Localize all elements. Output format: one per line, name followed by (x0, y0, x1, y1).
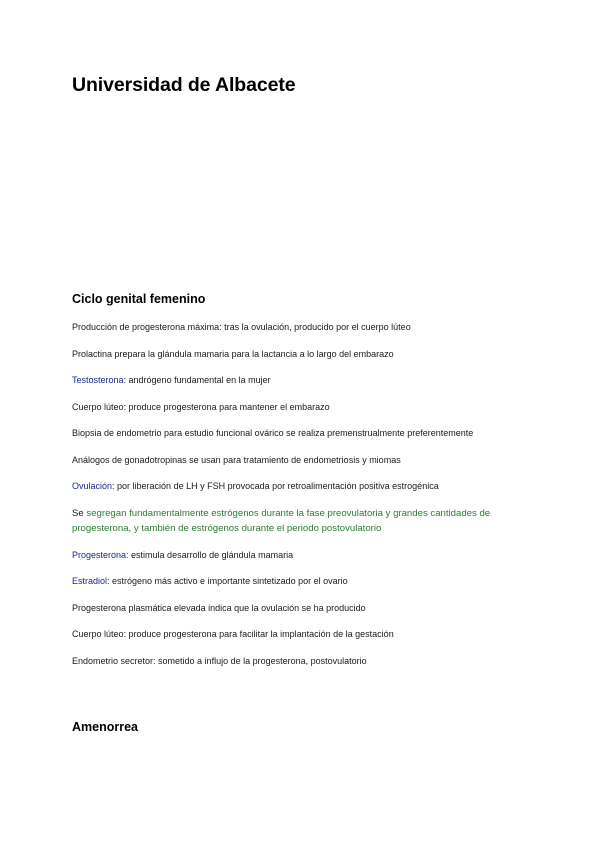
list-item (72, 574, 542, 589)
list-item (72, 453, 542, 468)
list-item (72, 601, 542, 616)
item-text: : por liberación de LH y FSH provocada por retroalimentación positiva estrogénica (112, 481, 439, 491)
item-text: Producción de progesterona máxima: tras la ovulación, producido por el cuerpo lúteo (72, 322, 411, 332)
list-item (72, 320, 542, 335)
item-text: Prolactina prepara la glándula mamaria para la lactancia a lo largo del embarazo (72, 348, 394, 359)
list-item (72, 548, 542, 563)
section-heading-ciclo-genital: Ciclo genital femenino (72, 292, 206, 306)
item-text: : estrógeno más activo e importante sintetizado por el ovario (107, 576, 348, 586)
list-item-highlighted (72, 506, 542, 536)
list-item (72, 654, 542, 669)
list-item (72, 627, 542, 642)
list-item (72, 400, 542, 415)
item-text: : andrógeno fundamental en la mujer (123, 375, 271, 385)
item-highlight: segregan fundamentalmente estrógenos durante la fase preovulatoria y grandes cantidades de progesterona, y también de estrógenos durante el periodo postovulatorio (72, 507, 491, 534)
item-term: Progesterona (72, 549, 127, 560)
item-text: Progesterona plasmática elevada indica que la ovulación se ha producido (72, 602, 366, 613)
item-term: Ovulación (72, 481, 113, 491)
item-text: Análogos de gonadotropinas se usan para tratamiento de endometriosis y miomas (72, 454, 401, 465)
list-item (72, 479, 542, 494)
item-prefix: Se (72, 507, 87, 519)
item-text: Biopsia de endometrio para estudio funcional ovárico se realiza premenstrualmente preferentemente (72, 428, 474, 438)
list-item (72, 373, 542, 388)
item-term: Estradiol (72, 576, 108, 586)
item-text: Endometrio secretor: sometido a influjo de la progesterona, postovulatorio (72, 655, 367, 666)
item-text: Cuerpo lúteo: produce progesterona para facilitar la implantación de la gestación (72, 629, 394, 639)
document-title: Universidad de Albacete (72, 74, 296, 96)
section-heading-amenorrea: Amenorrea (72, 720, 138, 734)
list-item (72, 426, 542, 441)
item-term: Testosterona (72, 375, 124, 385)
list-item (72, 347, 542, 362)
ciclo-genital-list (72, 320, 542, 680)
item-text: Cuerpo lúteo: produce progesterona para mantener el embarazo (72, 401, 330, 412)
item-text: : estimula desarrollo de glándula mamaria (126, 549, 294, 560)
